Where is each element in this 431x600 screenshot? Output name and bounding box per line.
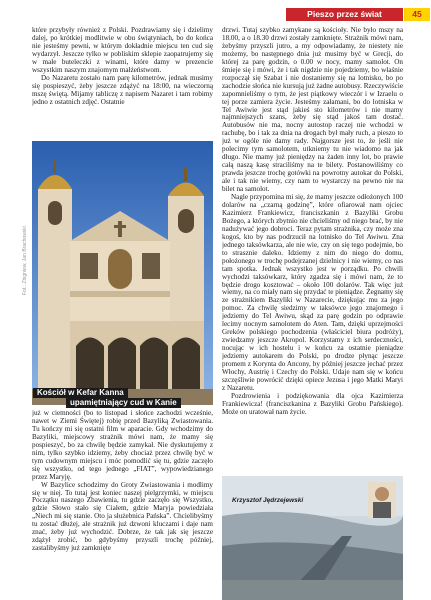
- section-title: Pieszo przez świat: [307, 9, 382, 19]
- article-column-left-bottom: [32, 410, 213, 593]
- article-column-left-top: [32, 27, 213, 139]
- page-number: 45: [404, 8, 430, 21]
- photo-caption-line2: upamiętniający cud w Kanie: [66, 398, 181, 408]
- photo-caption-line1: Kościół w Kefar Kanna: [33, 388, 128, 398]
- article-column-right: [222, 27, 403, 472]
- paragraph: które przybyły również z Polski. Pozdrawiamy się i dzielimy dalej, po krótkiej modlitwie w obu świątyniach, bo do końca nie jesteśmy pewni, w którym dokładnie miejscu ten cud się wydarzył. Jeszcze tylko w pobliskim sklepie zaopatrujemy się w małe buteleczki z winami, które damy w prezencie wszystkim naszym znajomym małżeństwom.: [32, 27, 213, 74]
- paragraph: Nagle przypomina mi się, że mamy jeszcze odłożonych 100 dolarów na „czarną godzinę”, które ofiarował nam ojciec Kazimierz Frankiewicz, franciszkanin z Bazyliki Grobu Bożego, a których zbytnio nie chcieliśmy od niego brać, by nie nadużywać jego dobroci. Teraz pytam strażnika, czy może zna kogoś, kto by nas podrzucił na lotnisko do Tel Awiwu. Zna jednego taksówkarza, ale nie wie, czy on się tego podejmie, bo to strasznie daleko. Idziemy z nim do niego do domu, położonego w trochę podejrzanej dzielnicy i nie wiemy, co nas tam spotka. Jednak wszystko jest w porządku. Po chwili wychodzi taksówkarz, który zgadza się i mówi nam, że to będzie drogo kosztować – około 100 dolarów. Tak więc już wiemy, na co miały nam się przydać te pieniądze. Żegnamy się ze strażnikiem Bazyliki w Nazarecie, dziękując mu za jego pomoc. Za chwilę siedzimy w taksówce jego znajomego i jedziemy do Tel Awiwu, skąd za parę godzin po odprawie lecimy nocnym samolotem do Aten. Tam, dzięki uprzejmości Greków polskiego pochodzenia (właściciel biura podróży), zwiedzamy jeszcze Akropol. Korzystamy z ich serdeczności, nocując w ich hostelu i w końcu za ostatnie pieniądze jedziemy autokarem do Polski, po drodze płynąc jeszcze promem z Korynta do Ancony, by później jeszcze jechać przez Włochy, Austrię i Czechy do Polski. Udaje nam się w końcu szczęśliwie powrócić dzięki opiece Jezusa i jego Matki Maryi z Nazaretu.: [222, 193, 403, 392]
- paragraph: Do Nazaretu zostało nam parę kilometrów, jednak musimy się pospieszyć, żeby jeszcze zdążyć na 18:00, na wieczorną mszę świętą. Mijamy tabliczę z napisem Nazaret i tam robimy jedno z ostatnich zdjęć. Ostatnie: [32, 73, 213, 106]
- author-photo: [222, 476, 403, 600]
- paragraph: Pozdrowienia i podziękowania dla ojca Kazimierza Frankiewicza! (franciszkanina z Bazyliki Grobu Pańskiego). Może on uratował nam życie.: [222, 391, 403, 416]
- paragraph: W Bazylice schodzimy do Groty Zwiastowania i modlimy się w niej. To tutaj jest koniec naszej pielgrzymki, w miejscu Początku naszego Zbawienia, tu gdzie zaczęło się Wszystko, gdzie Słowo stało się Ciałem, gdzie Maryja powiedziała „Niech mi się stanie. Oto ja służebnica Pańska”. Chcielibyśmy tu zostać dłużej, ale strażnik już dzwoni kluczami i daje nam znać, żeby już wychodzić. Dobrze, że tak jak się jeszcze zdążył zrobić, bo gdybyśmy przyszli trochę później, zastalibyśmy już zamknięte: [32, 480, 213, 553]
- paragraph: drzwi. Tutaj szybko zamykane są kościoły. Nie było mszy na 18.00, a o 18.30 drzwi zostały zamknięte. Strażnik mówi nam, żebyśmy przyszli jutro, a my odpowiadamy, że niestety nie możemy, bo następnego dnia już musimy być w Grecji, do której za parę godzin, o 0.00 w nocy, mamy samolot. On śmieje się i mówi, że i tak nigdzie nie pojedziemy, bo właśnie rozpoczął się Szabat i nie dostaniemy się na lotnisko, bo po zachodzie słońca nie kursują już żadne autobusy. Rzeczywiście zapomnieliśmy o tym, że jest piątkowy wieczór i w Izraelu o tej porze zamiera życie. Jesteśmy załamani, bo do lotniska w Tel Awiwie jest stąd jakieś sto kilometrów i nie mamy najmniejszych szans, żeby się stąd jakoś tam dostać. Autobusów nie ma, nocny autostop raczej nie wchodzi w rachubę, bo i tak za dnia na drogach był mały ruch, a pieszo to już w ogóle nie damy rady. Najgorsze jest to, że jeśli nie polecimy tym samolotem, utkniemy tu nie wiadomo na jak długo. Nie mamy już pieniędzy na żaden inny lot, bo prawie całą naszą kasę straciliśmy na te bilety. Postanowiliśmy co prawda jeszcze trochę gotówki na powrotny autokar do Polski, ale i tak nie wiemy, czy nam to wystarczy na pewno nie na bilet na samolot.: [222, 27, 403, 194]
- paragraph: już w ciemności (bo to listopad i słońce zachodzi wcześnie, nawet w Ziemi Świętej) robię przed Bazyliką Zwiastowania. Tu kończy mi się ostatni film w aparacie. Gdy wchodzimy do Bazyliki, miejscowy strażnik mówi nam, że mamy się pospieszyć, bo za chwilę będzie zamykał. Nie dyskutujemy z nim, tylko szybko idziemy, żeby chociaż przez chwilę być w tym cudownym miejscu i móc pomodlić się tu, gdzie zaczęło się wszystko, od tego jednego „FIAT”, wypowiedzianego przez Maryję.: [32, 410, 213, 481]
- church-photo: [32, 141, 213, 405]
- author-name: Krzysztof Jędrzejewski: [232, 497, 304, 504]
- photo-credit: Fot.: Zbigniew, Jan Brachowski: [22, 226, 28, 295]
